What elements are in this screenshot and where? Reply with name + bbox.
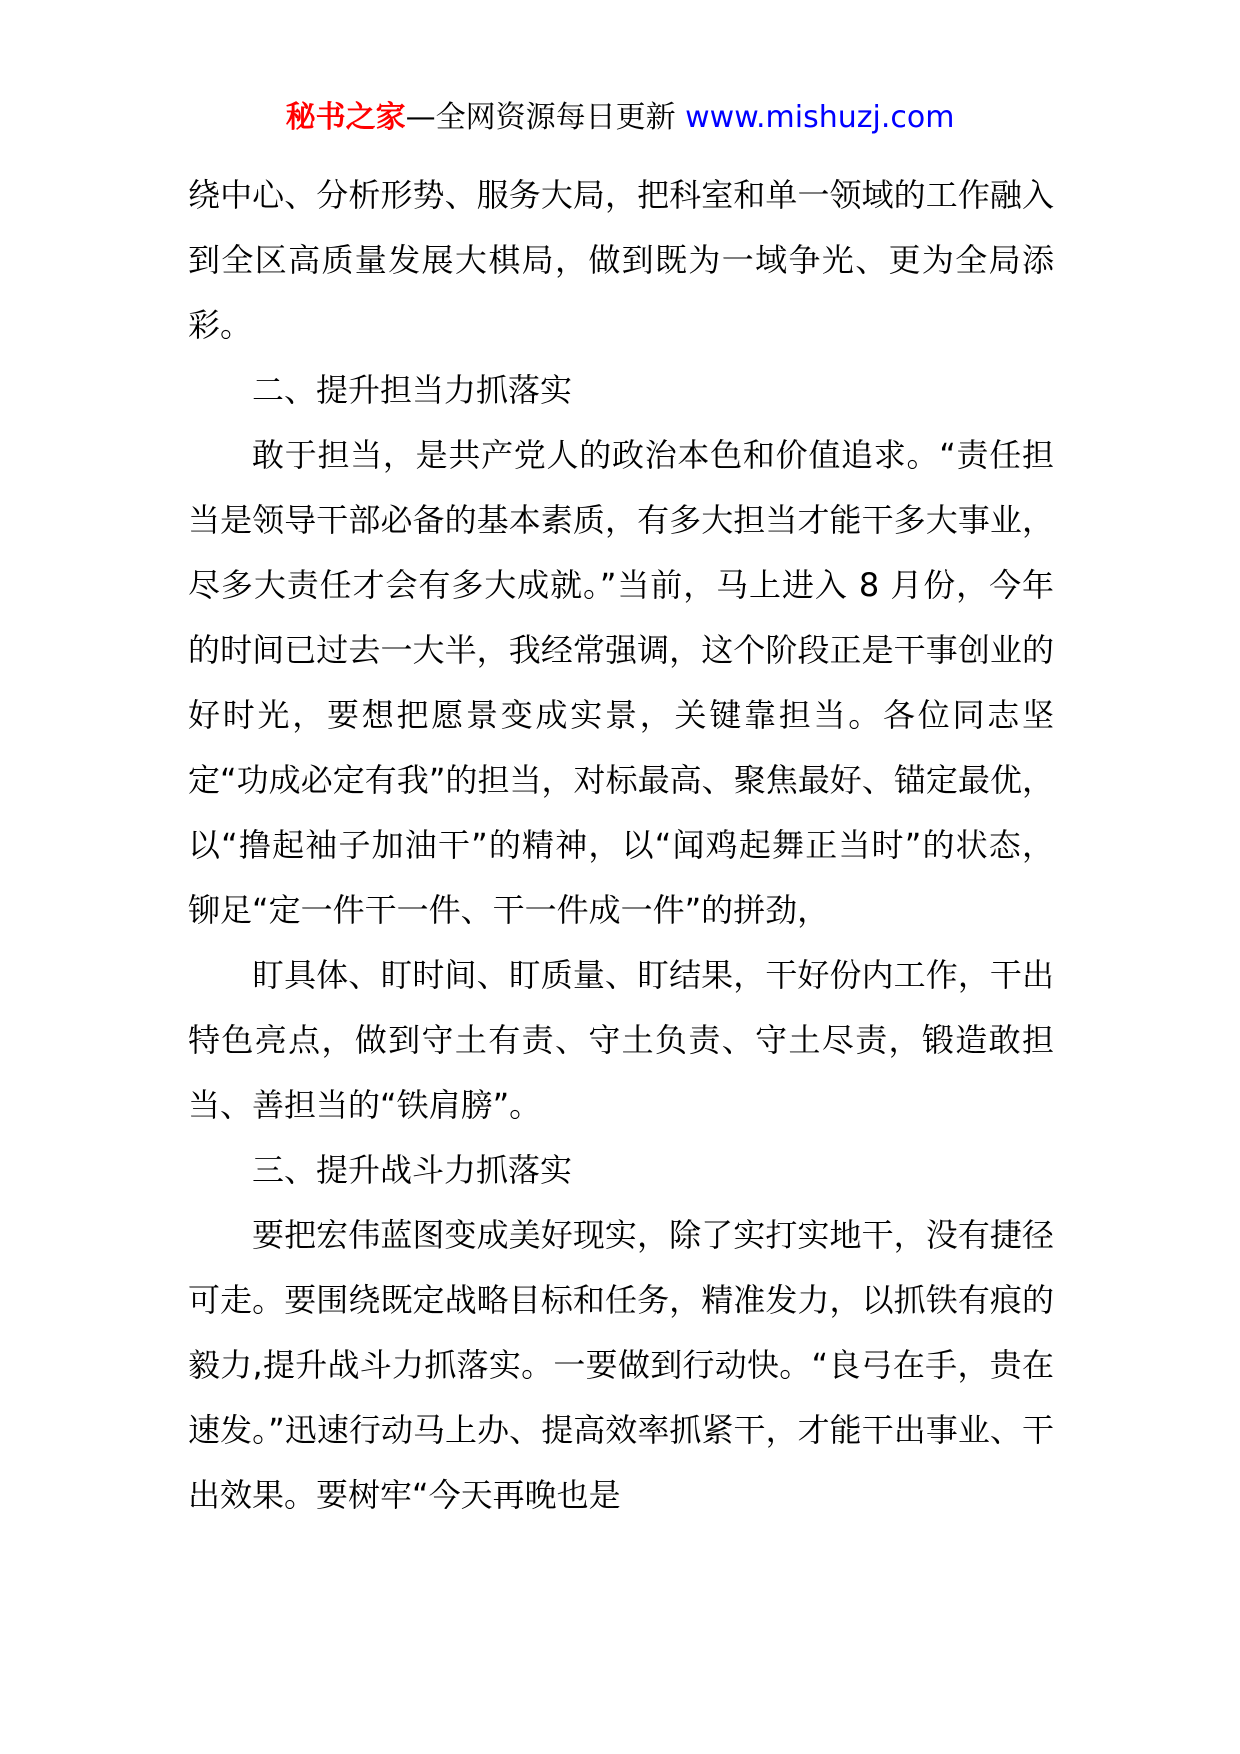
paragraph-continued: 绕中心、分析形势、服务大局，把科室和单一领域的工作融入到全区高质量发展大棋局，做到既为一域争光、更为全局添彩。 (188, 176, 1054, 344)
section-heading-3: 三、提升战斗力抓落实 (252, 1151, 573, 1189)
page-header (0, 98, 1240, 138)
paragraph: 敢于担当，是共产党人的政治本色和价值追求。“责任担当是领导干部必备的基本素质，有多大担当才能干多大事业，尽多大责任才会有多大成就。”当前，马上进入 8 月份，今年的时间已过去一大半，我经常强调，这个阶段正是干事创业的好时光，要想把愿景变成实景，关键靠担当。各位同志坚定“功成必定有我”的担当，对标最高、聚焦最好、锚定最优，以“撸起袖子加油干”的精神，以“闻鸡起舞正当时”的状态，铆足“定一件干一件、干一件成一件”的拼劲， (188, 436, 1054, 929)
brand-name: 秘书之家 (285, 100, 406, 135)
website-link[interactable]: www.mishuzj.com (685, 100, 955, 135)
paragraph: 要把宏伟蓝图变成美好现实，除了实打实地干，没有捷径可走。要围绕既定战略目标和任务，精准发力，以抓铁有痕的毅力,提升战斗力抓落实。一要做到行动快。“良弓在手，贵在速发。”迅速行动马上办、提高效率抓紧干，才能干出事业、干出效果。要树牢“今天再晚也是 (188, 1216, 1054, 1514)
header-tagline: —全网资源每日更新 (405, 100, 676, 135)
document-body (188, 163, 1054, 1528)
section-heading-2: 二、提升担当力抓落实 (252, 371, 573, 409)
paragraph: 盯具体、盯时间、盯质量、盯结果，干好份内工作，干出特色亮点，做到守土有责、守土负责、守土尽责，锻造敢担当、善担当的“铁肩膀”。 (188, 956, 1054, 1124)
